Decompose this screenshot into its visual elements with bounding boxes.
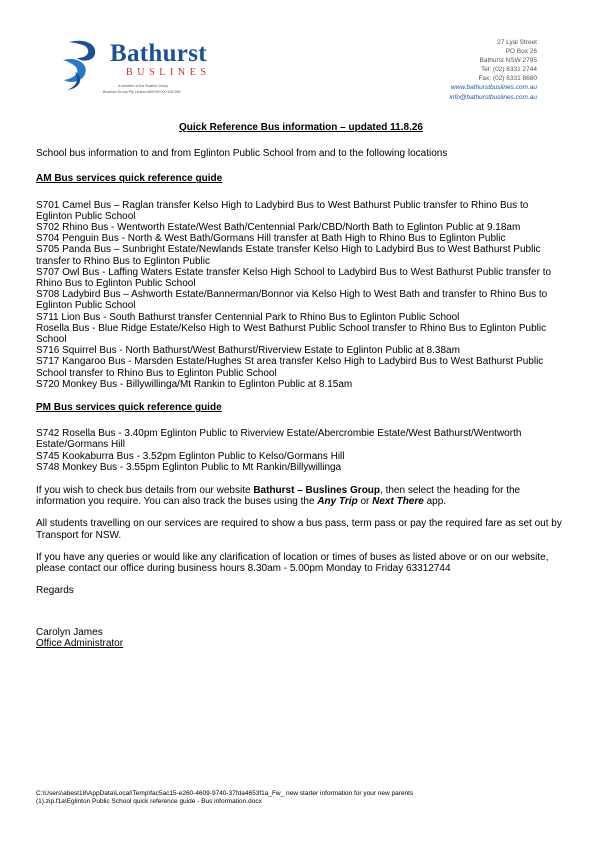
- website-paragraph: [36, 485, 566, 507]
- address-city: Bathurst NSW 2795: [479, 57, 537, 65]
- am-service-item: S702 Rhino Bus - Wentworth Estate/West Bath/Centennial Park/CBD/North Bath to Eglinton Public at 9.18am: [36, 222, 521, 234]
- website-link[interactable]: www.bathurstbuslines.com.au: [451, 84, 537, 92]
- am-service-item: Rosella Bus - Blue Ridge Estate/Kelso High to West Bathurst Public School transfer to Rhino Bus to Eglinton Public School: [36, 322, 547, 346]
- am-service-item: S717 Kangaroo Bus - Marsden Estate/Hughes St area transfer Kelso High to Ladybird Bus to West Bathurst Public School transfer to Rhino Bus to Eglinton Public School: [36, 356, 544, 379]
- any-trip-app-name: Any Trip: [317, 496, 358, 508]
- am-service-item: S711 Lion Bus - South Bathurst transfer Centennial Park to Rhino Bus to Eglinton Public School: [36, 311, 460, 323]
- file-path-footer: [36, 790, 556, 806]
- letter-body: [36, 122, 566, 649]
- swoosh-logo-icon: [55, 36, 115, 92]
- am-service-item: S708 Ladybird Bus – Ashworth Estate/Bannerman/Bonnor via Kelso High to West Bath and transfer to Rhino Bus to Eglinton Public School: [36, 289, 548, 312]
- am-service-item: S705 Panda Bus – Sunbright Estate/Newlands Estate transfer Kelso High to Ladybird Bus to West Bathurst Public transfer to Rhino Bus to Eglinton Public: [36, 244, 541, 267]
- am-services-heading: AM Bus services quick reference guide: [36, 173, 223, 185]
- contact-paragraph: If you have any queries or would like any clarification of location or times of buses as listed above or on our website, please contact our office during business hours 8.30am - 5.00pm Monday to Friday 63312744: [36, 551, 549, 575]
- address-phone: Tel: (02) 6331 2744: [480, 66, 537, 74]
- address-po-box: PO Box 26: [505, 48, 537, 56]
- pm-service-item: S748 Monkey Bus - 3.55pm Eglinton Public to Mt Rankin/Billywillinga: [36, 461, 342, 473]
- website-para-text: or: [357, 496, 373, 508]
- pm-services-list: [36, 428, 566, 473]
- logo-subtitle: BUSLINES: [126, 67, 211, 78]
- logo-abn-note: Buslines Group Pty Limited ABN 99 000 518 289: [103, 90, 181, 94]
- signature-role: Office Administrator: [36, 637, 124, 649]
- am-service-item: S704 Penguin Bus - North & West Bath/Gormans Hill transfer at Bath High to Rhino Bus to Eglinton Public: [36, 233, 506, 245]
- am-service-item: S701 Camel Bus – Raglan transfer Kelso High to Ladybird Bus to West Bathurst Public transfer to Rhino Bus to Eglinton Public School: [36, 199, 529, 222]
- signature-name: Carolyn James: [36, 626, 103, 638]
- am-service-item: S707 Owl Bus - Laffing Waters Estate transfer Kelso High School to Ladybird Bus to West Bathurst Public transfer to Rhino Bus to Eglinton Public School: [36, 266, 552, 290]
- pm-service-item: S742 Rosella Bus - 3.40pm Eglinton Public to Riverview Estate/Abercrombie Estate/West Bathurst/Wentworth Estate/Gormans Hill: [36, 428, 522, 451]
- file-path-line: (1).zip.f1a\Eglinton Public School quick reference guide - Bus information.docx: [36, 798, 262, 806]
- document-title: Quick Reference Bus information – updated 11.8.26: [179, 122, 423, 133]
- logo-wordmark: Bathurst: [110, 40, 207, 67]
- company-address-block: [449, 38, 537, 102]
- am-service-item: S720 Monkey Bus - Billywillinga/Mt Rankin to Eglinton Public at 8.15am: [36, 378, 353, 390]
- pm-service-item: S745 Kookaburra Bus - 3.52pm Eglinton Public to Kelso/Gormans Hill: [36, 450, 345, 462]
- intro-text: School bus information to and from Eglinton Public School from and to the following locations: [36, 148, 448, 160]
- address-street: 27 Lyal Street: [497, 39, 537, 46]
- website-para-text: If you wish to check bus details from our website: [36, 485, 254, 497]
- am-services-list: [36, 200, 566, 390]
- logo-member-note: A member of the Busline Group: [118, 84, 169, 88]
- file-path-line: C:\Users\abest18\AppData\Local\Temp\fac5ac15-e260-4609-9740-37fda4653f1a_Fw_ new starter information for your new parents: [36, 790, 414, 797]
- bus-pass-paragraph: All students travelling on our services are required to show a bus pass, term pass or pay the required fare as set out by Transport for NSW.: [36, 518, 562, 541]
- website-para-text: app.: [423, 496, 447, 508]
- website-name: Bathurst – Buslines Group: [253, 485, 381, 497]
- website-para-text: , then select the heading for the information you require. You can also track the buses using the: [36, 485, 521, 508]
- am-service-item: S716 Squirrel Bus - North Bathurst/West Bathurst/Riverview Estate to Eglinton Public at 8.38am: [36, 345, 460, 357]
- pm-services-heading: PM Bus services quick reference guide: [36, 402, 222, 414]
- next-there-app-name: Next There: [372, 496, 424, 508]
- bathurst-buslines-logo: [55, 36, 245, 98]
- regards-text: Regards: [36, 585, 74, 597]
- address-fax: Fax: (02) 6331 8680: [478, 75, 537, 83]
- email-link[interactable]: info@bathurstbuslines.com.au: [449, 93, 537, 101]
